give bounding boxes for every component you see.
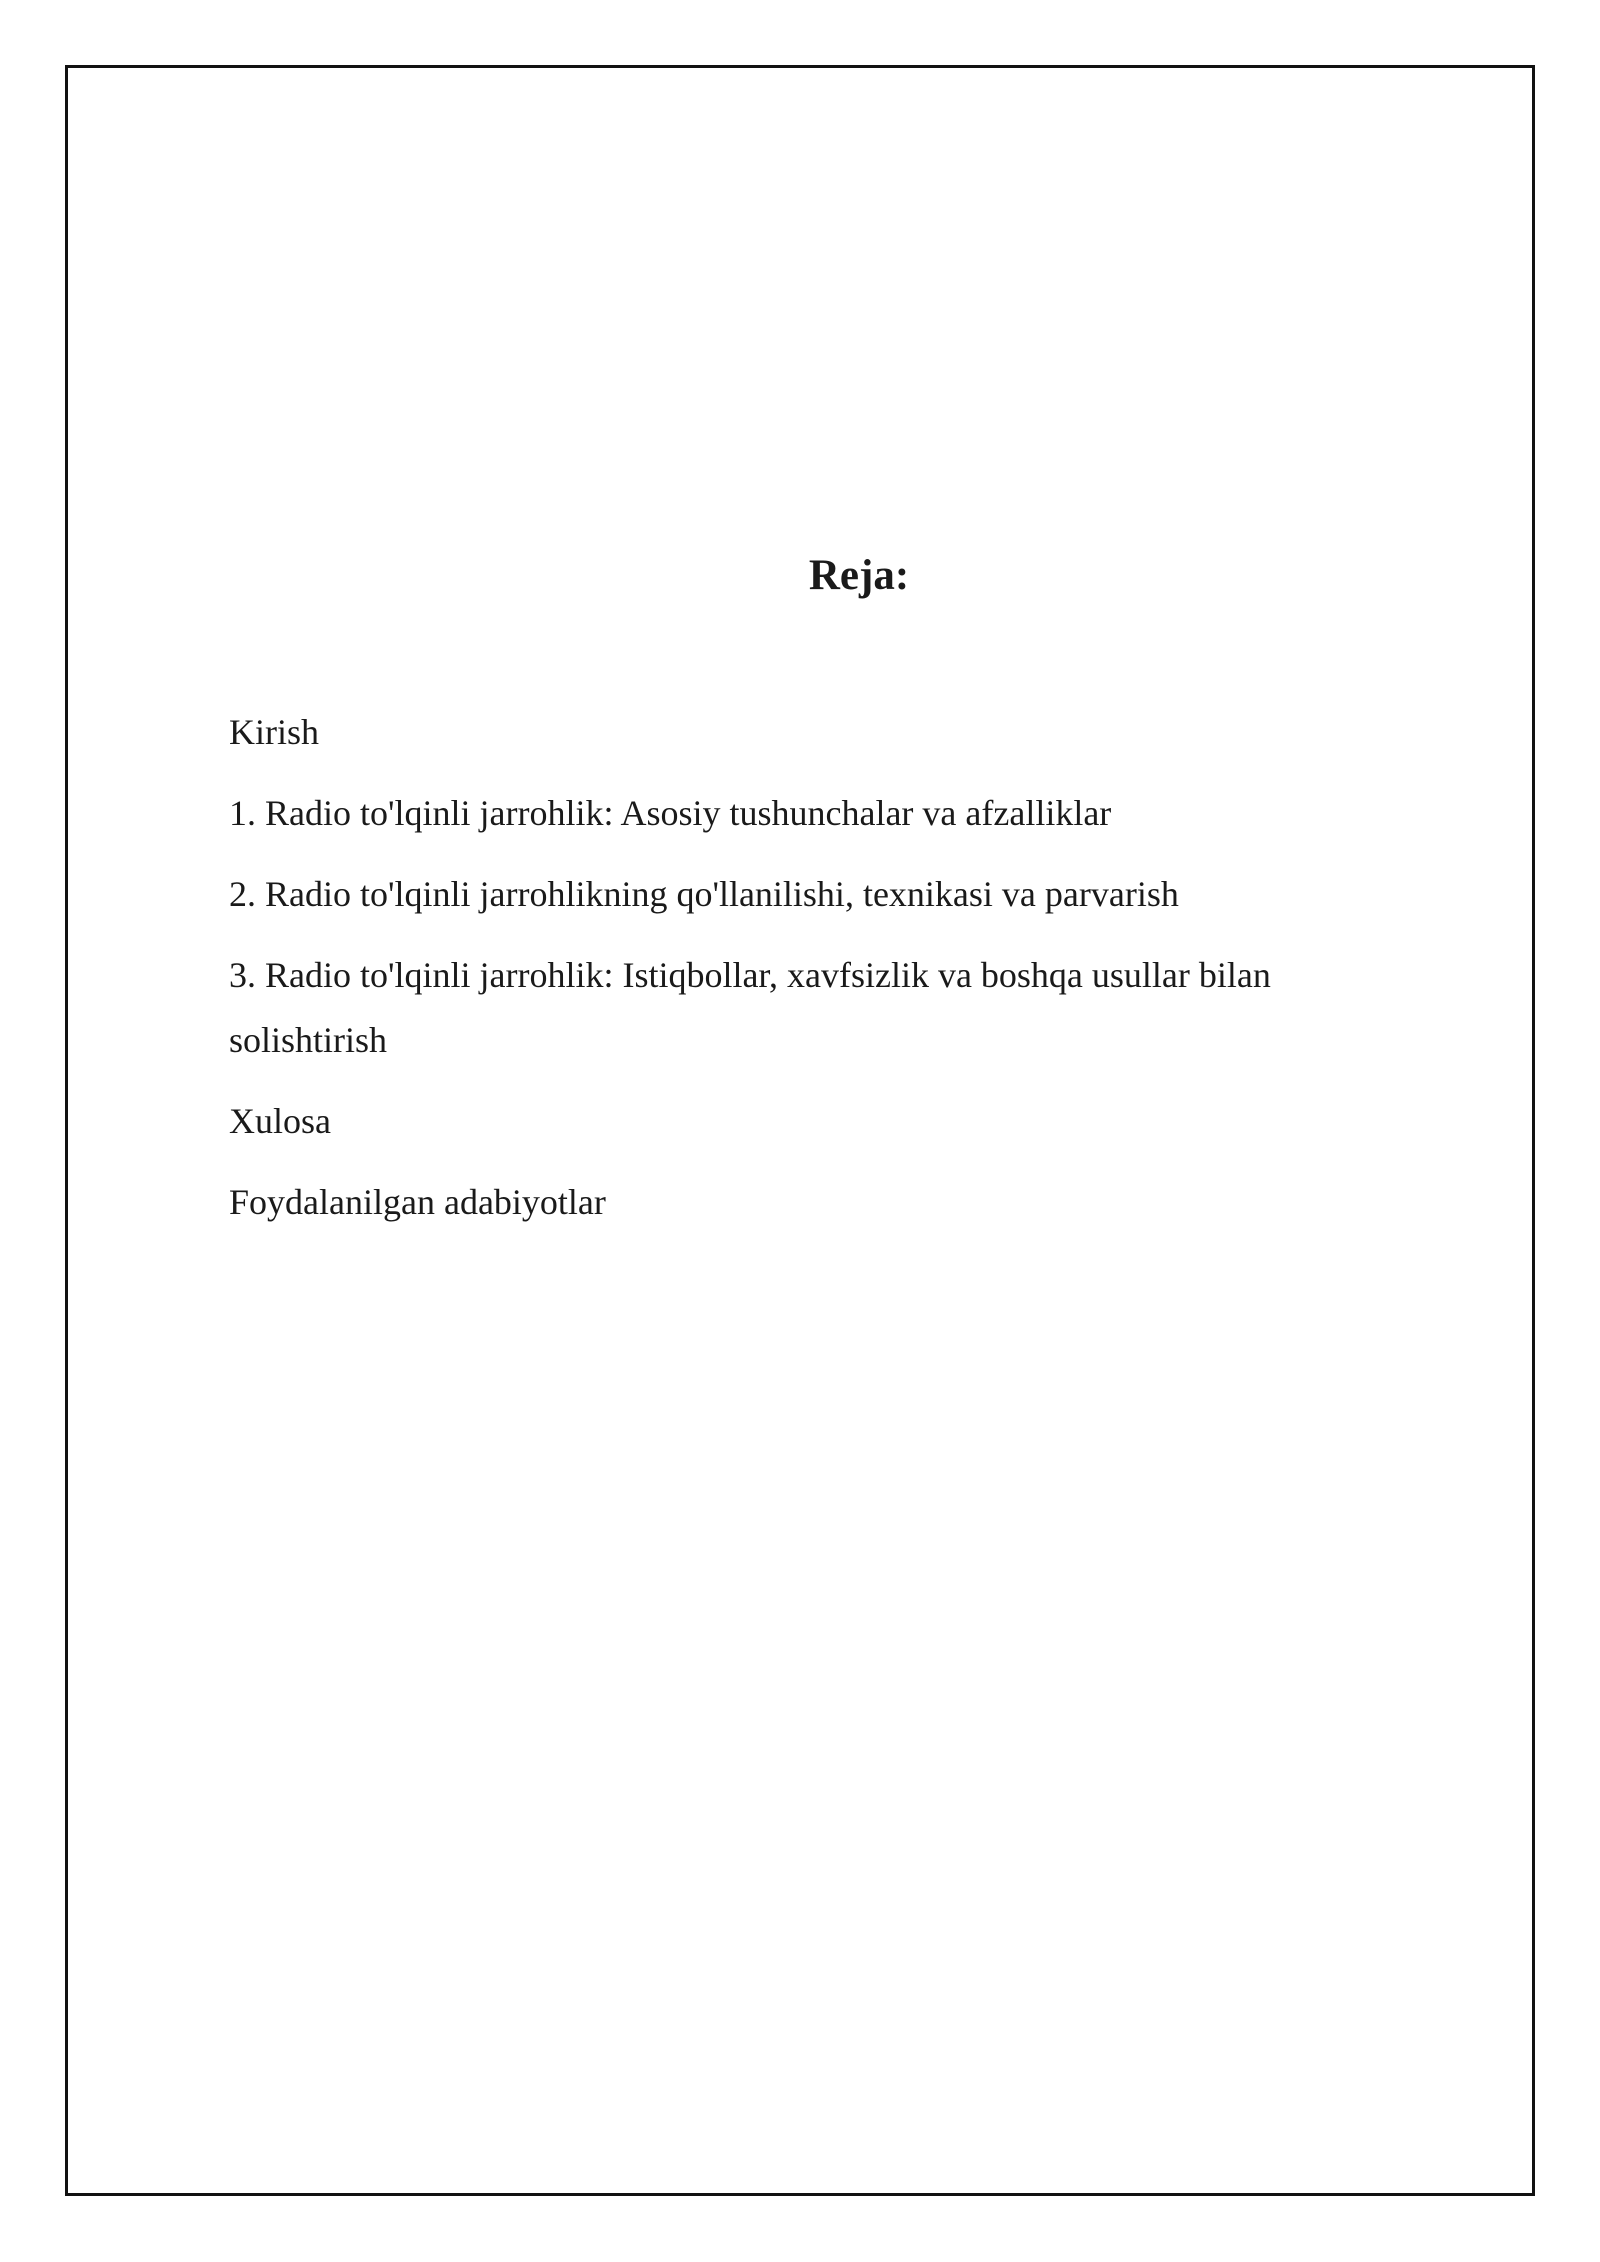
- plan-list: [229, 700, 1379, 1251]
- plan-item-conclusion: Xulosa: [229, 1101, 331, 1141]
- plan-item-references: Foydalanilgan adabiyotlar: [229, 1182, 606, 1222]
- plan-item-3: 3. Radio to'lqinli jarrohlik: Istiqbollar, xavfsizlik va boshqa usullar bilan solishtirish: [229, 955, 1271, 1060]
- page-title: Reja:: [808, 552, 910, 599]
- plan-item-2: 2. Radio to'lqinli jarrohlikning qo'llanilishi, texnikasi va parvarish: [229, 874, 1179, 914]
- plan-item-1: 1. Radio to'lqinli jarrohlik: Asosiy tushunchalar va afzalliklar: [229, 793, 1112, 833]
- plan-item-intro: Kirish: [229, 712, 319, 752]
